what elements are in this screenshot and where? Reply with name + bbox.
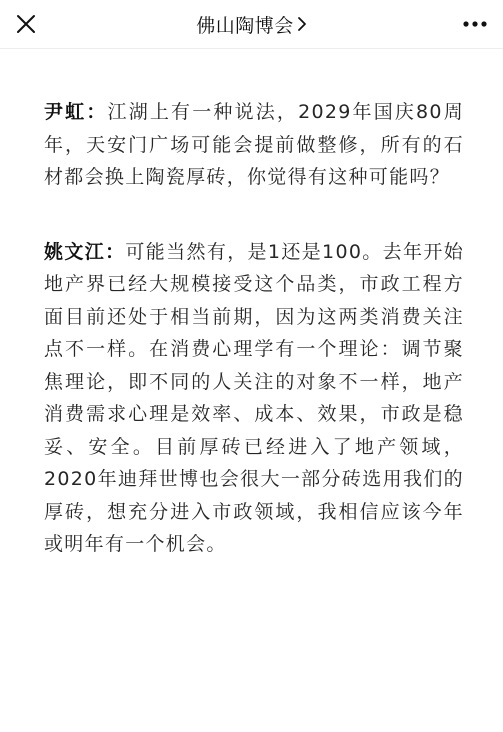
chevron-right-icon [297, 16, 307, 32]
speaker-name: 尹虹： [44, 101, 108, 123]
interview-paragraph-answer [44, 236, 464, 561]
account-title-link[interactable] [196, 11, 307, 38]
article-body [44, 96, 464, 561]
close-button[interactable] [8, 6, 44, 42]
more-horizontal-icon [462, 20, 488, 28]
more-options-button[interactable] [457, 6, 493, 42]
paragraph-text: 江湖上有一种说法，2029年国庆80周年，天安门广场可能会提前做整修，所有的石材都会换上陶瓷厚砖，你觉得有这种可能吗？ [44, 101, 464, 188]
close-icon [16, 14, 36, 34]
top-nav-bar [0, 0, 503, 49]
interview-paragraph-question [44, 96, 464, 194]
speaker-name: 姚文江： [44, 240, 126, 263]
paragraph-text: 可能当然有，是1还是100。去年开始地产界已经大规模接受这个品类，市政工程方面目前还处于相当前期，因为这两类消费关注点不一样。在消费心理学有一个理论：调节聚焦理论，即不同的人关注的对象不一样，地产消费需求心理是效率、成本、效果，市政是稳妥、安全。目前厚砖已经进入了地产领域，2020年迪拜世博也会很大一部分砖选用我们的厚砖，想充分进入市政领域，我相信应该今年或明年有一个机会。 [44, 240, 464, 555]
nav-title-area [0, 0, 503, 48]
page-title: 佛山陶博会 [196, 14, 294, 37]
